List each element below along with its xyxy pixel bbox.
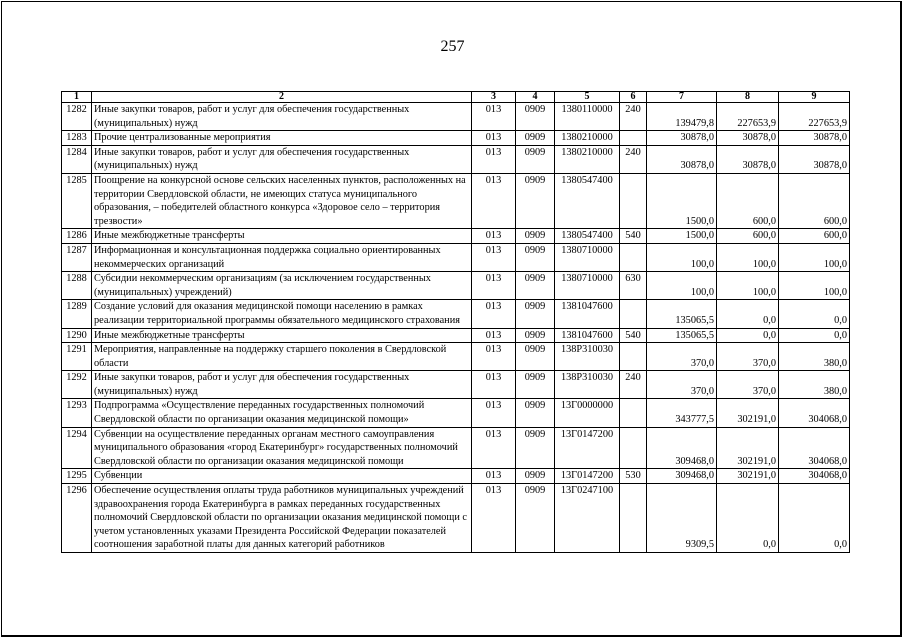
- table-row: [62, 145, 850, 173]
- cell-col6: [620, 173, 647, 228]
- page-number: 257: [440, 38, 465, 55]
- cell-col8: 0,0: [717, 328, 779, 343]
- cell-col8: 0,0: [717, 484, 779, 553]
- cell-col9: 0,0: [779, 300, 850, 328]
- row-number: 1291: [62, 343, 92, 371]
- cell-col3: 013: [472, 173, 516, 228]
- table-row: [62, 469, 850, 484]
- cell-col4: 0909: [516, 328, 555, 343]
- cell-col7: 370,0: [647, 343, 717, 371]
- cell-col5: 1381047600: [555, 300, 620, 328]
- cell-col9: 0,0: [779, 328, 850, 343]
- cell-col6: [620, 343, 647, 371]
- col-header-8: 8: [717, 92, 779, 103]
- cell-col3: 013: [472, 300, 516, 328]
- cell-col4: 0909: [516, 399, 555, 427]
- cell-col5: 1380710000: [555, 243, 620, 271]
- cell-col3: 013: [472, 399, 516, 427]
- row-name: Подпрограмма «Осуществление переданных государственных полномочий Свердловской области по организации оказания медицинской помощи»: [92, 399, 472, 427]
- cell-col7: 30878,0: [647, 145, 717, 173]
- cell-col4: 0909: [516, 229, 555, 244]
- cell-col9: 304068,0: [779, 399, 850, 427]
- cell-col7: 135065,5: [647, 328, 717, 343]
- row-number: 1293: [62, 399, 92, 427]
- row-name: Иные закупки товаров, работ и услуг для обеспечения государственных (муниципальных) нужд: [92, 145, 472, 173]
- cell-col9: 30878,0: [779, 131, 850, 146]
- row-name: Информационная и консультационная поддержка социально ориентированных некоммерческих организаций: [92, 243, 472, 271]
- cell-col6: [620, 131, 647, 146]
- cell-col8: 227653,9: [717, 103, 779, 131]
- cell-col7: 135065,5: [647, 300, 717, 328]
- cell-col3: 013: [472, 328, 516, 343]
- cell-col6: 540: [620, 229, 647, 244]
- table-row: [62, 131, 850, 146]
- cell-col4: 0909: [516, 272, 555, 300]
- row-name: Иные закупки товаров, работ и услуг для обеспечения государственных (муниципальных) нужд: [92, 103, 472, 131]
- cell-col6: [620, 484, 647, 553]
- cell-col8: 302191,0: [717, 427, 779, 469]
- table-row: [62, 272, 850, 300]
- cell-col9: 100,0: [779, 272, 850, 300]
- table-row: [62, 243, 850, 271]
- cell-col4: 0909: [516, 343, 555, 371]
- row-name: Поощрение на конкурсной основе сельских населенных пунктов, расположенных на территории Свердловской области, не имеющих статуса муниципального образования, – победителей областного конкурса «Здоровое село – территория трезвости»: [92, 173, 472, 228]
- cell-col8: 30878,0: [717, 131, 779, 146]
- row-name: Мероприятия, направленные на поддержку старшего поколения в Свердловской области: [92, 343, 472, 371]
- cell-col7: 309468,0: [647, 427, 717, 469]
- cell-col8: 0,0: [717, 300, 779, 328]
- cell-col8: 30878,0: [717, 145, 779, 173]
- row-number: 1290: [62, 328, 92, 343]
- cell-col3: 013: [472, 145, 516, 173]
- cell-col5: 13Г0000000: [555, 399, 620, 427]
- cell-col9: 0,0: [779, 484, 850, 553]
- row-name: Субсидии некоммерческим организациям (за исключением государственных (муниципальных) учреждений): [92, 272, 472, 300]
- row-number: 1283: [62, 131, 92, 146]
- cell-col5: 13Г0147200: [555, 427, 620, 469]
- cell-col9: 30878,0: [779, 145, 850, 173]
- cell-col5: 1380547400: [555, 229, 620, 244]
- cell-col6: 240: [620, 103, 647, 131]
- row-number: 1295: [62, 469, 92, 484]
- cell-col7: 1500,0: [647, 173, 717, 228]
- cell-col8: 100,0: [717, 272, 779, 300]
- col-header-1: 1: [62, 92, 92, 103]
- cell-col3: 013: [472, 427, 516, 469]
- row-name: Иные межбюджетные трансферты: [92, 328, 472, 343]
- row-name: Субвенции: [92, 469, 472, 484]
- cell-col9: 304068,0: [779, 427, 850, 469]
- cell-col5: 138P310030: [555, 343, 620, 371]
- row-name: Иные закупки товаров, работ и услуг для обеспечения государственных (муниципальных) нужд: [92, 371, 472, 399]
- cell-col8: 302191,0: [717, 469, 779, 484]
- cell-col5: 138P310030: [555, 371, 620, 399]
- table-row: [62, 371, 850, 399]
- col-header-3: 3: [472, 92, 516, 103]
- cell-col7: 100,0: [647, 272, 717, 300]
- cell-col5: 1380710000: [555, 272, 620, 300]
- col-header-4: 4: [516, 92, 555, 103]
- cell-col3: 013: [472, 131, 516, 146]
- cell-col5: 1380210000: [555, 145, 620, 173]
- cell-col6: 540: [620, 328, 647, 343]
- table-row: [62, 399, 850, 427]
- cell-col4: 0909: [516, 103, 555, 131]
- cell-col9: 380,0: [779, 343, 850, 371]
- cell-col4: 0909: [516, 145, 555, 173]
- cell-col7: 1500,0: [647, 229, 717, 244]
- row-number: 1282: [62, 103, 92, 131]
- table-row: [62, 173, 850, 228]
- cell-col8: 370,0: [717, 343, 779, 371]
- cell-col9: 304068,0: [779, 469, 850, 484]
- row-name: Иные межбюджетные трансферты: [92, 229, 472, 244]
- cell-col4: 0909: [516, 469, 555, 484]
- cell-col9: 600,0: [779, 173, 850, 228]
- cell-col8: 370,0: [717, 371, 779, 399]
- cell-col5: 1380210000: [555, 131, 620, 146]
- table-row: [62, 343, 850, 371]
- cell-col5: 1380547400: [555, 173, 620, 228]
- cell-col7: 9309,5: [647, 484, 717, 553]
- row-name: Создание условий для оказания медицинской помощи населению в рамках реализации территориальной программы обязательного медицинского страхования: [92, 300, 472, 328]
- header-row: [62, 92, 850, 103]
- cell-col7: 343777,5: [647, 399, 717, 427]
- row-number: 1289: [62, 300, 92, 328]
- row-number: 1286: [62, 229, 92, 244]
- cell-col6: [620, 300, 647, 328]
- row-name: Обеспечение осуществления оплаты труда работников муниципальных учреждений здравоохранения города Екатеринбурга в рамках переданных государственных полномочий Свердловской области по организации оказания медицинской помощи с учетом установленных указами Президента Российской Федерации показателей соотношения заработной платы для данных категорий работников: [92, 484, 472, 553]
- cell-col7: 30878,0: [647, 131, 717, 146]
- row-name: Прочие централизованные мероприятия: [92, 131, 472, 146]
- cell-col3: 013: [472, 272, 516, 300]
- cell-col6: [620, 427, 647, 469]
- table-row: [62, 300, 850, 328]
- cell-col9: 380,0: [779, 371, 850, 399]
- col-header-9: 9: [779, 92, 850, 103]
- col-header-2: 2: [92, 92, 472, 103]
- col-header-5: 5: [555, 92, 620, 103]
- cell-col6: 240: [620, 145, 647, 173]
- table-row: [62, 229, 850, 244]
- row-number: 1292: [62, 371, 92, 399]
- cell-col6: [620, 399, 647, 427]
- cell-col4: 0909: [516, 131, 555, 146]
- cell-col8: 100,0: [717, 243, 779, 271]
- cell-col3: 013: [472, 243, 516, 271]
- row-name: Субвенции на осуществление переданных органам местного самоуправления муниципального образования «город Екатеринбург» государственных полномочий Свердловской области по организации оказания медицинской помощи: [92, 427, 472, 469]
- cell-col4: 0909: [516, 427, 555, 469]
- cell-col9: 100,0: [779, 243, 850, 271]
- cell-col3: 013: [472, 229, 516, 244]
- cell-col4: 0909: [516, 300, 555, 328]
- cell-col7: 100,0: [647, 243, 717, 271]
- col-header-7: 7: [647, 92, 717, 103]
- cell-col8: 600,0: [717, 173, 779, 228]
- cell-col3: 013: [472, 469, 516, 484]
- cell-col4: 0909: [516, 173, 555, 228]
- cell-col7: 370,0: [647, 371, 717, 399]
- cell-col6: 630: [620, 272, 647, 300]
- cell-col6: 240: [620, 371, 647, 399]
- cell-col6: [620, 243, 647, 271]
- cell-col7: 309468,0: [647, 469, 717, 484]
- cell-col9: 600,0: [779, 229, 850, 244]
- budget-table: [61, 91, 850, 553]
- cell-col4: 0909: [516, 243, 555, 271]
- row-number: 1284: [62, 145, 92, 173]
- cell-col4: 0909: [516, 371, 555, 399]
- cell-col9: 227653,9: [779, 103, 850, 131]
- row-number: 1288: [62, 272, 92, 300]
- col-header-6: 6: [620, 92, 647, 103]
- cell-col5: 1381047600: [555, 328, 620, 343]
- table-row: [62, 427, 850, 469]
- cell-col8: 600,0: [717, 229, 779, 244]
- cell-col4: 0909: [516, 484, 555, 553]
- cell-col7: 139479,8: [647, 103, 717, 131]
- row-number: 1294: [62, 427, 92, 469]
- row-number: 1287: [62, 243, 92, 271]
- cell-col3: 013: [472, 484, 516, 553]
- cell-col5: 1380110000: [555, 103, 620, 131]
- cell-col3: 013: [472, 343, 516, 371]
- table-row: [62, 328, 850, 343]
- table-row: [62, 484, 850, 553]
- cell-col5: 13Г0247100: [555, 484, 620, 553]
- cell-col3: 013: [472, 103, 516, 131]
- cell-col6: 530: [620, 469, 647, 484]
- cell-col8: 302191,0: [717, 399, 779, 427]
- table-row: [62, 103, 850, 131]
- row-number: 1285: [62, 173, 92, 228]
- row-number: 1296: [62, 484, 92, 553]
- cell-col3: 013: [472, 371, 516, 399]
- cell-col5: 13Г0147200: [555, 469, 620, 484]
